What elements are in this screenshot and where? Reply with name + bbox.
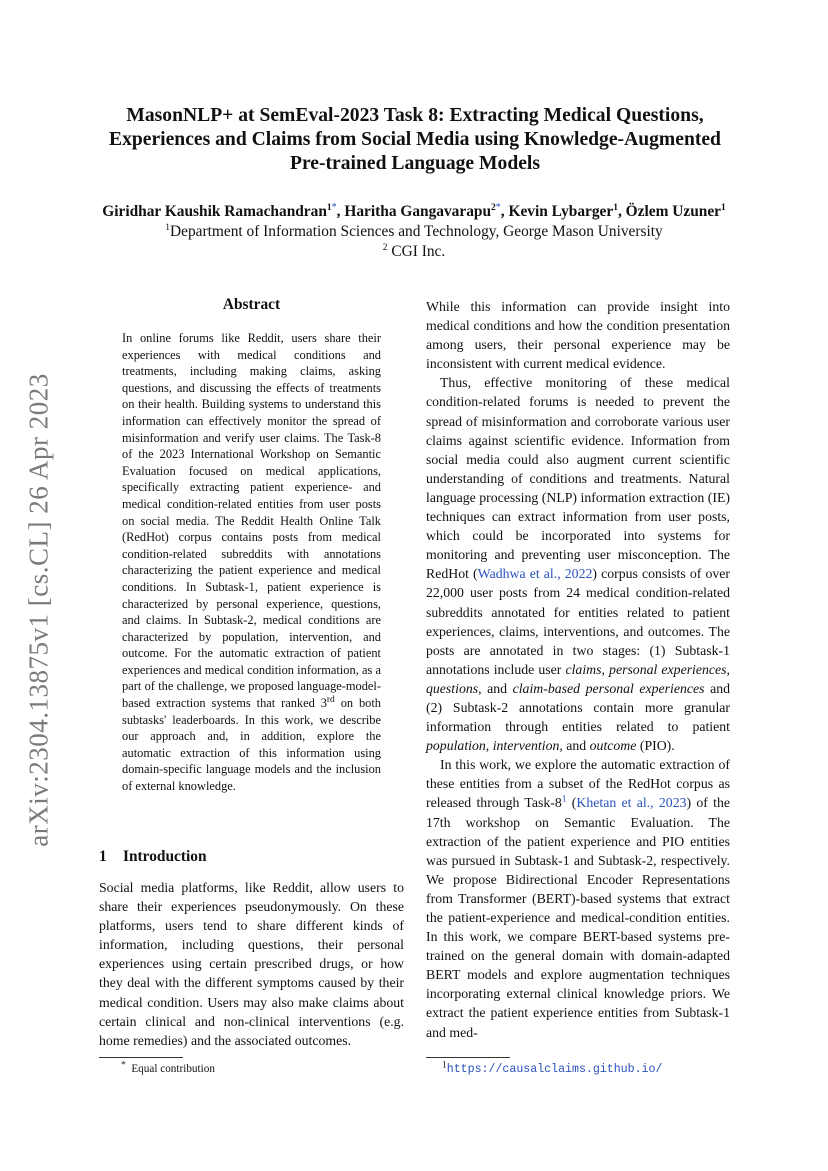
affiliation-2: $^2$ CGI Inc. bbox=[382, 243, 446, 261]
footnote-url-link[interactable]: https://causalclaims.github.io/ bbox=[446, 1063, 663, 1076]
right-column-text bbox=[426, 297, 730, 1042]
equal-contribution-mark[interactable]: * bbox=[495, 202, 501, 213]
author-1: Giridhar Kaushik Ramachandran bbox=[102, 203, 327, 221]
equal-contribution-mark[interactable]: * bbox=[331, 202, 337, 213]
author-names: Giridhar Kaushik Ramachandran$^{1*}$, Haritha Gangavarapu$^{2*}$, Kevin Lybarger$^1$, Özlem Uzuner$^1$ bbox=[102, 202, 726, 221]
paragraph: While this information can provide insight into medical conditions and how the condition presentation among users, their personal experience may be inconsistent with current medical evidence. bbox=[426, 299, 730, 372]
citation-link[interactable]: Wadhwa et al., 2022 bbox=[477, 566, 593, 582]
citation-link[interactable]: Khetan et al., 2023 bbox=[576, 795, 687, 811]
author-block bbox=[80, 198, 748, 262]
paper-title: MasonNLP+ at SemEval-2023 Task 8: Extracting Medical Questions, Experiences and Claims from Social Media using Knowledge-Augmented Pre-trained Language Models bbox=[109, 105, 721, 174]
paragraph: Thus, effective monitoring of these medical condition-related forums is needed to prevent the spread of misinformation and corroborate various user claims against scientific evidence. Information from social media could also augment current scientific understanding of conditions and treatments. Natural language processing (NLP) information extraction (IE) techniques can extract information from user posts, which could be incorporated into systems for monitoring and preventing user misconception. The RedHot (Wadhwa et al., 2022) corpus consists of over 22,000 user posts from 24 medical condition-related subreddits annotated for entities related to patient experiences, claims, interventions, and outcomes. The posts are annotated in two stages: (1) Subtask-1 annotations include user claims, personal experiences, questions, and claim-based personal experiences and (2) Subtask-2 annotations contain more granular information through entities related to patient population, intervention, and outcome (PIO). bbox=[426, 375, 730, 754]
abstract-body: In online forums like Reddit, users share their experiences with medical conditions and treatments, including making claims, asking questions, and discussing the effects of treatments on their health. Building systems to understand this information can effectively monitor the spread of misinformation and verify user claims. The Task-8 of the 2023 International Workshop on Semantic Evaluation focused on medical applications, specifically extracting patient experience- and medical condition-related entities from user posts on social media. The Reddit Health Online Talk (RedHot) corpus contains posts from medical condition-related subreddits with annotations characterizing the patient experience and medical conditions. In Subtask-1, patient experience is characterized by personal experience, questions, and claims. In Subtask-2, medical conditions are characterized by population, intervention, and outcome. For the automatic extraction of patient experiences and medical condition information, as a part of the challenge, we proposed language-model-based extraction systems that ranked 3rd on both subtasks' leaderboards. In this work, we describe our approach and, in addition, explore the automatic extraction of this information using domain-specific language models and the inclusion of external knowledge. bbox=[122, 331, 381, 794]
footnote-marker[interactable]: 1 bbox=[561, 794, 567, 805]
arxiv-side-identifier-container bbox=[14, 360, 64, 860]
arxiv-identifier: arXiv:2304.13875v1 [cs.CL] 26 Apr 2023 bbox=[23, 373, 54, 847]
section-heading-introduction bbox=[99, 848, 207, 866]
affiliation-1: $^1$Department of Information Sciences and Technology, George Mason University bbox=[165, 223, 663, 241]
footnote-rule-right bbox=[426, 1057, 510, 1058]
footnote-rule-left bbox=[99, 1057, 183, 1058]
paragraph: In this work, we explore the automatic extraction of these entities from a subset of the RedHot corpus as released through Task-8$^1$ (Khetan et al., 2023) of the 17th workshop on Semantic Evaluation. The extraction of the patient experience and PIO entities was pursued in Subtask-1 and Subtask-2, respectively. We propose Bidirectional Encoder Representations from Transformer (BERT)-based systems that extract the patient-experience and medical-condition entities. In this work, we compare BERT-based systems pre-trained on the general domain with domain-adapted BERT models and explore augmentation techniques incorporating external clinical knowledge priors. We extract the patient experience entities from Subtask-1 and med- bbox=[426, 757, 731, 1040]
introduction-paragraph: Social media platforms, like Reddit, allow users to share their experiences pseudonymously. On these platforms, users tend to share different kinds of information, including questions, their personal experiences using certain prescribed drugs, or how they deal with the different symptoms caused by their medical condition. Users may also make claims about certain clinical and non-clinical interventions (e.g. home remedies) and the associated outcomes. bbox=[99, 880, 404, 1048]
author-4: Özlem Uzuner bbox=[625, 203, 721, 221]
footnote-right: $^1$https://causalclaims.github.io/ bbox=[442, 1060, 663, 1076]
section-number: 1 bbox=[99, 848, 107, 865]
footnote-left: * Equal contribution bbox=[121, 1060, 215, 1075]
section-title: Introduction bbox=[123, 848, 207, 865]
abstract-heading: Abstract bbox=[222, 296, 281, 313]
author-3: Kevin Lybarger bbox=[508, 203, 614, 221]
author-2: Haritha Gangavarapu bbox=[344, 203, 492, 221]
